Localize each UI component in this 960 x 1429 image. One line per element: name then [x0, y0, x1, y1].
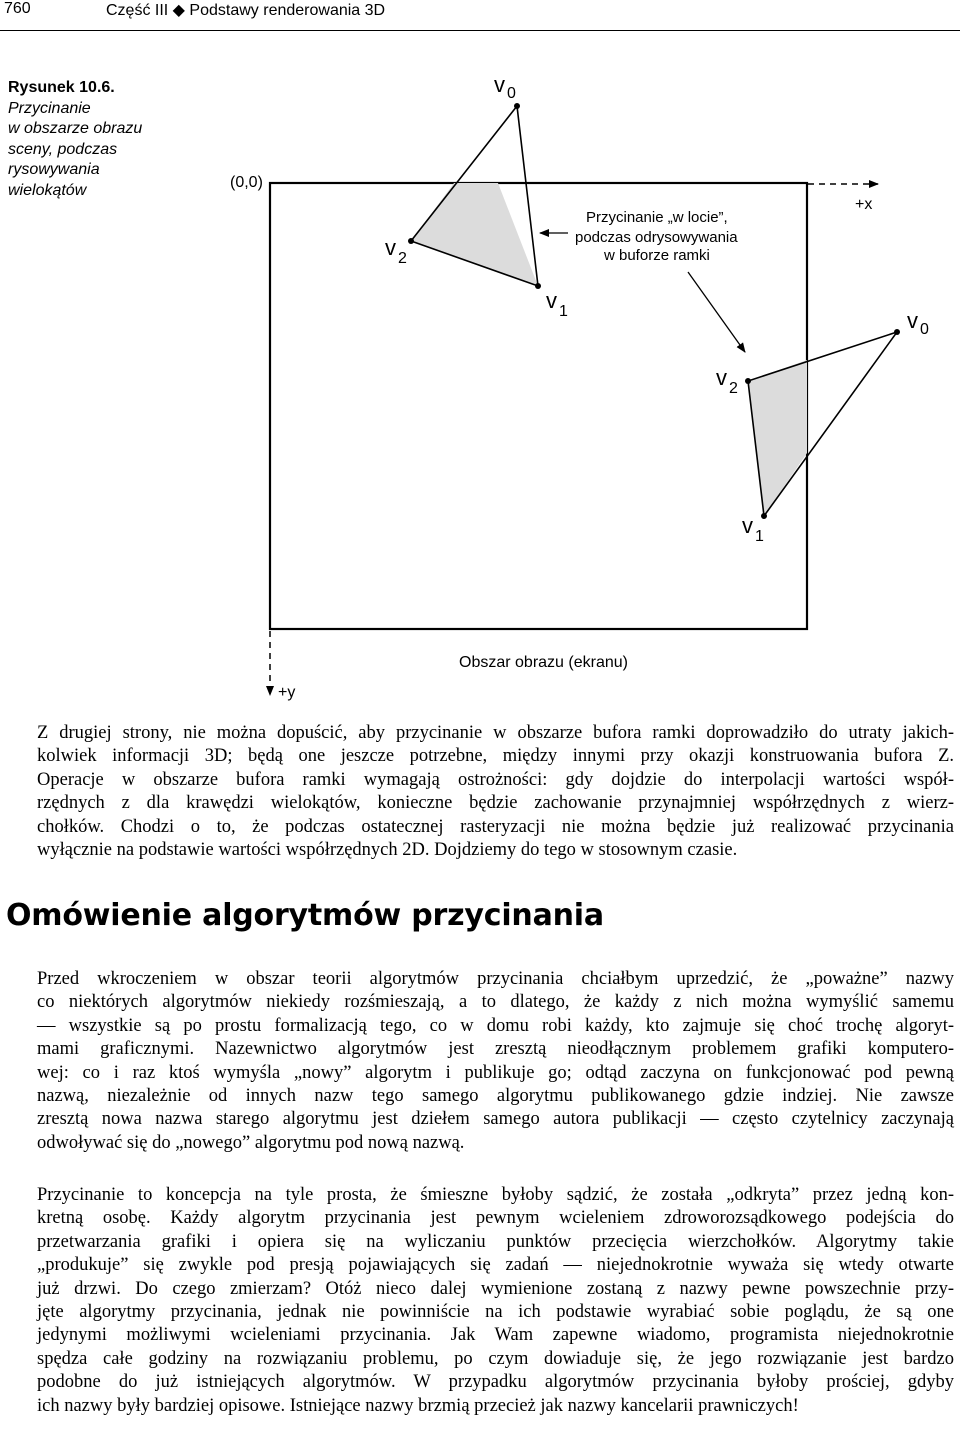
- paragraph-line: jedynymi możliwymi wcieleniami przycinania. Jak Wam zapewne wiadomo, programista niejednokrotnie: [37, 1325, 954, 1346]
- paragraph-line: chołków. Chodzi o to, że podczas ostatecznej rasteryzacji nie można będzie już realizować przycinania: [37, 816, 954, 837]
- triangle-2-v0-label: v $_0$: [907, 308, 929, 338]
- annotation-line-2: podczas odrysowywania: [575, 229, 738, 246]
- paragraph-line: „produkuje” się zwykle pod presją pojawiających się zadań — niejednokrotnie wyważa się wtedy otwarte: [37, 1255, 954, 1276]
- paragraph-line: już drzwi. Do czego zmierzam? Otóż nieco dalej wymienione zostaną z nazwy pewne powszechnie przy-: [37, 1278, 954, 1299]
- annotation-line-1: Przycinanie „w locie”,: [586, 209, 728, 226]
- paragraph-line: wyłącznie na podstawie wartości współrzędnych 2D. Dojdziemy do tego w stosownym czasie.: [37, 840, 738, 861]
- triangle-1-vertex-0: [514, 103, 520, 109]
- figure-label: Rysunek 10.6.: [8, 79, 115, 96]
- paragraph-line: rzędnych z dla krawędzi wielokątów, konieczne będzie zachowanie przynajmniej współrzędnych z wierz-: [37, 793, 954, 814]
- page-number: 760: [4, 0, 31, 17]
- paragraph-line: odwoływać się do „nowego” algorytmu pod nową nazwą.: [37, 1132, 465, 1153]
- paragraph-1: [37, 722, 954, 862]
- triangle-1-vertex-2: [408, 238, 414, 244]
- viewport-label: Obszar obrazu (ekranu): [459, 654, 628, 671]
- paragraph-line: Z drugiej strony, nie można dopuścić, aby przycinanie w obszarze bufora ramki doprowadziło do utraty jakich-: [37, 723, 954, 743]
- running-head: Część III ◆ Podstawy renderowania 3D: [106, 2, 386, 19]
- triangle-2-vertex-1: [761, 513, 767, 519]
- figure-caption-text: Przycinanie w obszarze obrazu sceny, podczas rysowywania wielokątów: [8, 99, 143, 199]
- paragraph-line: przetwarzania grafiki i opiera się na wyliczaniu punktów przecięcia wierzchołków. Algorytmy takie: [37, 1231, 954, 1252]
- annotation-line-3: w buforze ramki: [604, 247, 710, 264]
- triangle-2-clipped-area: [748, 360, 807, 516]
- triangle-1-vertex-1: [535, 283, 541, 289]
- paragraph-line: zresztą nowa nazwa starego algorytmu jest dziełem samego autora publikacji — często czytelnicy zaczynają: [37, 1109, 954, 1130]
- x-axis-label: +x: [855, 196, 873, 213]
- clipping-figure: [0, 0, 960, 710]
- paragraph-line: Operacje w obszarze bufora ramki wymagają ostrożności: gdy dojdzie do interpolacji wartości współ-: [37, 769, 954, 790]
- triangle-2-vertex-2: [745, 378, 751, 384]
- triangle-1-v2-label: v $_2$: [385, 235, 407, 267]
- paragraph-line: co niektórych algorytmów niekiedy rozśmieszają, a to dlatego, że każdy z nich można wymyślić samemu: [37, 992, 954, 1013]
- paragraph-line: — wszystkie są po prostu formalizacją tego, co w domu robi każdy, kto zajmuje się choć trochę algoryt-: [37, 1015, 954, 1036]
- triangle-1-v0-label: v $_0$: [494, 72, 516, 102]
- paragraph-line: mami graficznymi. Nazewnictwo algorytmów jest zresztą nieodłącznym problemem grafiki komputero-: [37, 1039, 954, 1060]
- paragraph-line: spędza całe godziny na rozwiązaniu problemu, po czym dowiaduje się, że jego rozwiązanie jest bardzo: [37, 1348, 954, 1369]
- paragraph-line: kolwiek informacji 3D; będą one jeszcze potrzebne, między innymi przy okazji konstruowania bufora Z.: [37, 746, 954, 767]
- section-heading: Omówienie algorytmów przycinania: [6, 898, 604, 933]
- paragraph-line: kretną osobę. Każdy algorytm przycinania jest pewnym wcieleniem zdroworozsądkowego podejścia do: [37, 1208, 954, 1229]
- triangle-1-clipped-area: [411, 183, 538, 286]
- paragraph-line: jęte algorytmy przycinania, jednak nie powinniście na ich podstawie wyrabiać sobie poglądu, że są one: [37, 1302, 954, 1323]
- paragraph-line: ich nazwy były bardziej opisowe. Istniejące nazwy brzmią przecież jak nazwy kancelarii prawniczych!: [37, 1395, 799, 1416]
- paragraph-line: podobne do już istniejących algorytmów. W przypadku algorytmów przycinania byłoby prościej, gdyby: [37, 1372, 954, 1393]
- origin-label: (0,0): [230, 174, 263, 191]
- viewport-rectangle: [270, 183, 807, 629]
- y-axis-label: +y: [278, 684, 296, 701]
- paragraph-line: Przycinanie to koncepcja na tyle prosta, że śmieszne byłoby sądzić, że została „odkryta” przez jedną kon-: [37, 1185, 954, 1205]
- triangle-1-v1-label: v $_1$: [546, 288, 568, 320]
- paragraph-3: [37, 1184, 954, 1418]
- paragraph-line: Przed wkroczeniem w obszar teorii algorytmów przycinania chciałbym uprzedzić, że „poważne” nazwy: [37, 969, 954, 989]
- triangle-2-v1-label: v $_1$: [742, 513, 764, 545]
- paragraph-line: nazwą, niezależnie od innych nazw tego samego algorytmu publikowanego gdzie indziej. Nie zawsze: [37, 1086, 954, 1107]
- paragraph-line: wej: co i raz ktoś wymyśla „nowy” algorytm i publikuje go; odtąd zaczyna on funkcjonować pod pewną: [37, 1062, 954, 1083]
- annotation-arrow-to-triangle-2: [688, 272, 745, 352]
- paragraph-2: [37, 968, 954, 1155]
- triangle-2-v2-label: v $_2$: [716, 365, 738, 397]
- triangle-2-vertex-0: [894, 329, 900, 335]
